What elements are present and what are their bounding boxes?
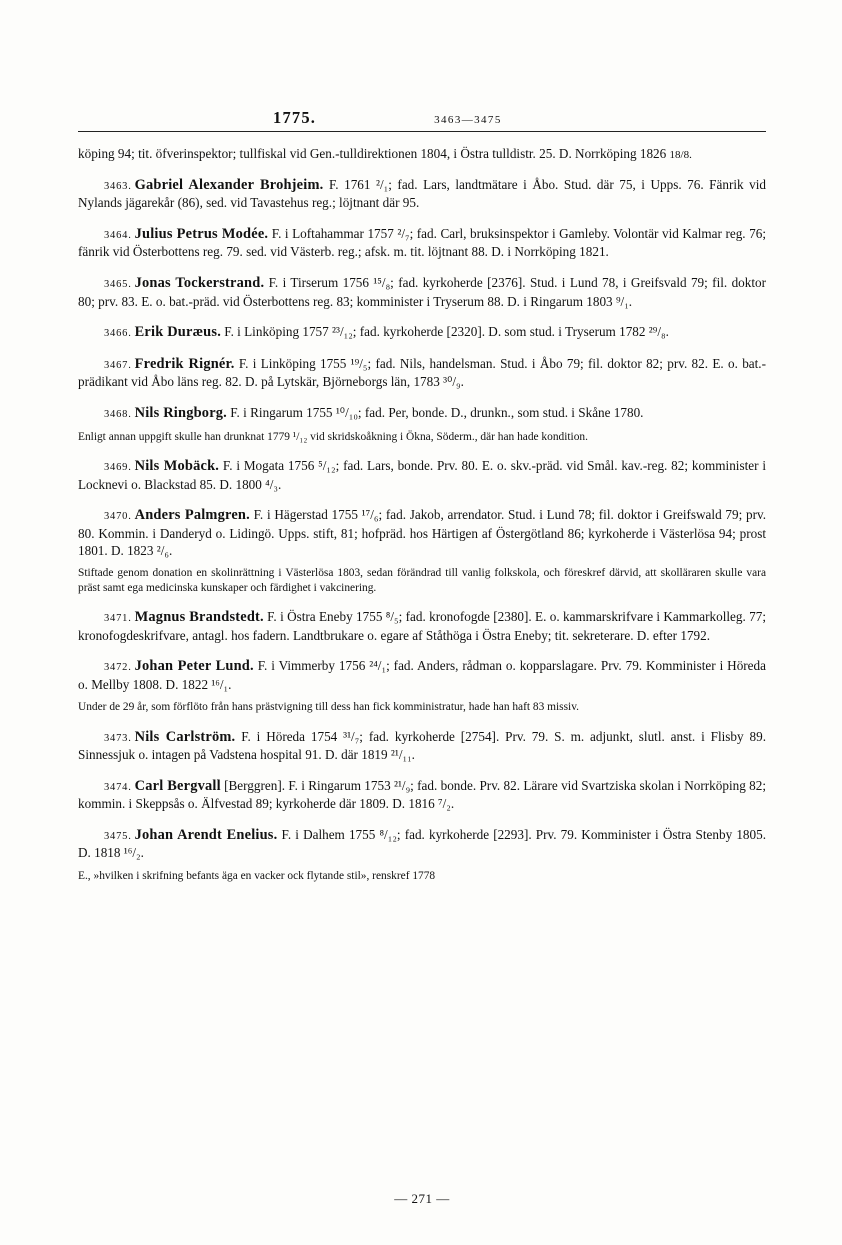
entry-3473 — [78, 728, 766, 764]
entry-text: F. i Linköping 1755 ¹⁹/₅; fad. Nils, handelsman. Stud. i Åbo 79; fil. doktor 82; prv. 82. E. o. bat.-prädikant vid Åbo läns reg. 82. D. på Lytskär, Björneborgs län, 1783 ³⁰/₉. — [78, 355, 766, 390]
entry-3470 — [78, 506, 766, 559]
entry-number: 3471. — [104, 613, 132, 625]
entry-number: 3463. — [104, 180, 132, 192]
entry-3466 — [78, 323, 766, 342]
entry-name: Fredrik Rignér. — [134, 355, 235, 372]
entry-name: Julius Petrus Modée. — [134, 225, 269, 242]
entry-number: 3469. — [104, 462, 132, 474]
entry-text: F. i Tirserum 1756 ¹⁵/₈; fad. kyrkoherde [2376]. Stud. i Lund 78, i Greifsvald 79; fil. doktor 80; prv. 83. E. o. bat.-präd. vid Österbottens reg. 83; komminister i Tryserum 88. D. i Ringarum 1803 ⁹/₁. — [78, 274, 766, 309]
entry-3470-note: Stiftade genom donation en skolinrättning i Västerlösa 1803, sedan förändrad till vanlig folkskola, och föreskref därvid, att skolläraren skulle vara präst samt ega medicinska kunskaper och färdighet i vakcinering. — [78, 567, 766, 594]
entry-number: 3475. — [104, 830, 132, 842]
entry-text: [Berggren]. F. i Ringarum 1753 ²¹/₉; fad. bonde. Prv. 82. Lärare vid Svartziska skolan i Norrköping 82; kommin. i Skeppsås o. Älfvestad 89; kyrkoherde där 1809. D. 1816 ⁷/₂. — [78, 777, 766, 812]
entry-name: Jonas Tockerstrand. — [134, 274, 265, 291]
entry-text: F. i Linköping 1757 ²³/₁₂; fad. kyrkoherde [2320]. D. som stud. i Tryserum 1782 ²⁹/₈. — [221, 323, 669, 339]
entry-number: 3464. — [104, 229, 132, 241]
entry-name: Anders Palmgren. — [134, 507, 250, 524]
entry-number: 3466. — [104, 327, 132, 339]
page-number: — 271 — — [394, 1191, 450, 1206]
entry-text: F. i Höreda 1754 ³¹/₇; fad. kyrkoherde [2754]. Prv. 79. S. m. adjunkt, slutl. anst. i Flisby 89. Sinnessjuk o. intagen på Vadstena hospital 91. D. där 1819 ²¹/₁₁. — [78, 728, 766, 763]
entry-3475 — [78, 826, 766, 862]
continued-entry — [78, 145, 766, 162]
footer-note: E., »hvilken i skrifning befants äga en vacker ock flytande stil», renskref 1778 — [78, 869, 436, 882]
entry-number: 3474. — [104, 781, 132, 793]
entry-text: F. i Dalhem 1755 ⁸/₁₂; fad. kyrkoherde [2293]. Prv. 79. Komminister i Östra Stenby 1805. D. 1818 ¹⁶/₂. — [78, 826, 766, 861]
entry-name: Gabriel Alexander Brohjeim. — [134, 176, 324, 193]
entry-name: Nils Ringborg. — [134, 404, 227, 421]
entry-3471 — [78, 608, 766, 644]
entry-number: 3472. — [104, 662, 132, 674]
entry-text: F. 1761 ²/₁; fad. Lars, landtmätare i Åbo. Stud. där 75, i Upps. 76. Fänrik vid Nylands jägarekår (86), sed. vid Tavastehus reg.; löjtnant där 95. — [78, 176, 767, 211]
entry-3472 — [78, 657, 766, 693]
entry-text: F. i Vimmerby 1756 ²⁴/₁; fad. Anders, rådman o. kopparslagare. Prv. 79. Komminister i Höreda o. Mellby 1808. D. 1822 ¹⁶/₁. — [78, 658, 766, 692]
header-rule — [78, 131, 766, 132]
entry-text: F. i Ringarum 1755 ¹⁰/₁₀; fad. Per, bonde. D., drunkn., som stud. i Skåne 1780. — [226, 404, 644, 420]
page-header — [78, 108, 766, 131]
entry-number: 3467. — [104, 359, 132, 371]
header-column-range: 3463—3475 — [434, 114, 502, 126]
entry-3474 — [78, 777, 766, 813]
entry-name: Erik Duræus. — [134, 323, 221, 340]
entry-name: Magnus Brandstedt. — [134, 609, 264, 626]
entry-text: F. i Östra Eneby 1755 ⁸/₅; fad. kronofogde [2380]. E. o. kammarskrifvare i Kammarkolleg. 77; kronofogdeskrifvare, antagl. hos fadern. Landtbrukare o. egare af Ståthöga i Östra Eneby; tit. sekreterare. D. efter 1792. — [78, 609, 766, 643]
entry-number: 3470. — [104, 511, 132, 523]
entry-number: 3473. — [104, 732, 132, 744]
entry-3468-note: Enligt annan uppgift skulle han drunknat 1779 ¹/₁₂ vid skridskoåkning i Ökna, Söderm., där han hade kondition. — [78, 430, 588, 443]
entry-text: F. i Mogata 1756 ⁵/₁₂; fad. Lars, bonde. Prv. 80. E. o. skv.-präd. vid Smål. kav.-reg. 82; komminister i Locknevi o. Blackstad 85. D. 1800 ⁴/₃. — [78, 458, 767, 492]
entry-3467 — [78, 355, 766, 391]
entry-name: Carl Bergvall — [134, 777, 221, 794]
entry-name: Nils Carlström. — [134, 728, 236, 745]
page-content — [78, 108, 767, 1206]
entry-3468 — [78, 404, 766, 423]
entry-3469 — [78, 457, 766, 493]
entry-name: Johan Arendt Enelius. — [134, 826, 278, 843]
header-year: 1775. — [273, 108, 317, 127]
entry-number: 3465. — [104, 278, 132, 290]
entry-text: F. i Loftahammar 1757 ²/₇; fad. Carl, bruksinspektor i Gamleby. Volontär vid Kalmar reg. 76; fänrik vid Österbottens reg. 79. sed. vid Västerb. reg.; afsk. m. tit. löjtnant 88. D. i Norrköping 1821. — [78, 225, 767, 260]
entry-3465 — [78, 274, 766, 310]
entry-3464 — [78, 225, 766, 261]
entry-name: Johan Peter Lund. — [134, 658, 254, 675]
entry-text: F. i Hägerstad 1755 ¹⁷/₆; fad. Jakob, arrendator. Stud. i Lund 78; fil. doktor i Greifswald 79; prv. 80. Kommin. i Danderyd o. Lidingö. Upps. stift, 81; hofpräd. hos Härtigen af Östergötland 86; kyrkoherde i Västerlösa 94; prost 1801. D. 1823 ²/₆. — [78, 507, 766, 559]
continued-entry-text: köping 94; tit. öfverinspektor; tullfiskal vid Gen.-tulldirektionen 1804, i Östra tulldistr. 25. D. Norrköping 1826 — [78, 146, 670, 162]
continued-entry-fraction: 18/8. — [669, 149, 692, 162]
entry-name: Nils Mobäck. — [134, 458, 220, 475]
entry-3463 — [78, 176, 766, 212]
entry-number: 3468. — [104, 408, 132, 420]
entry-3472-note: Under de 29 år, som förflöto från hans prästvigning till dess han fick komministratur, hade han haft 83 missiv. — [78, 701, 580, 714]
